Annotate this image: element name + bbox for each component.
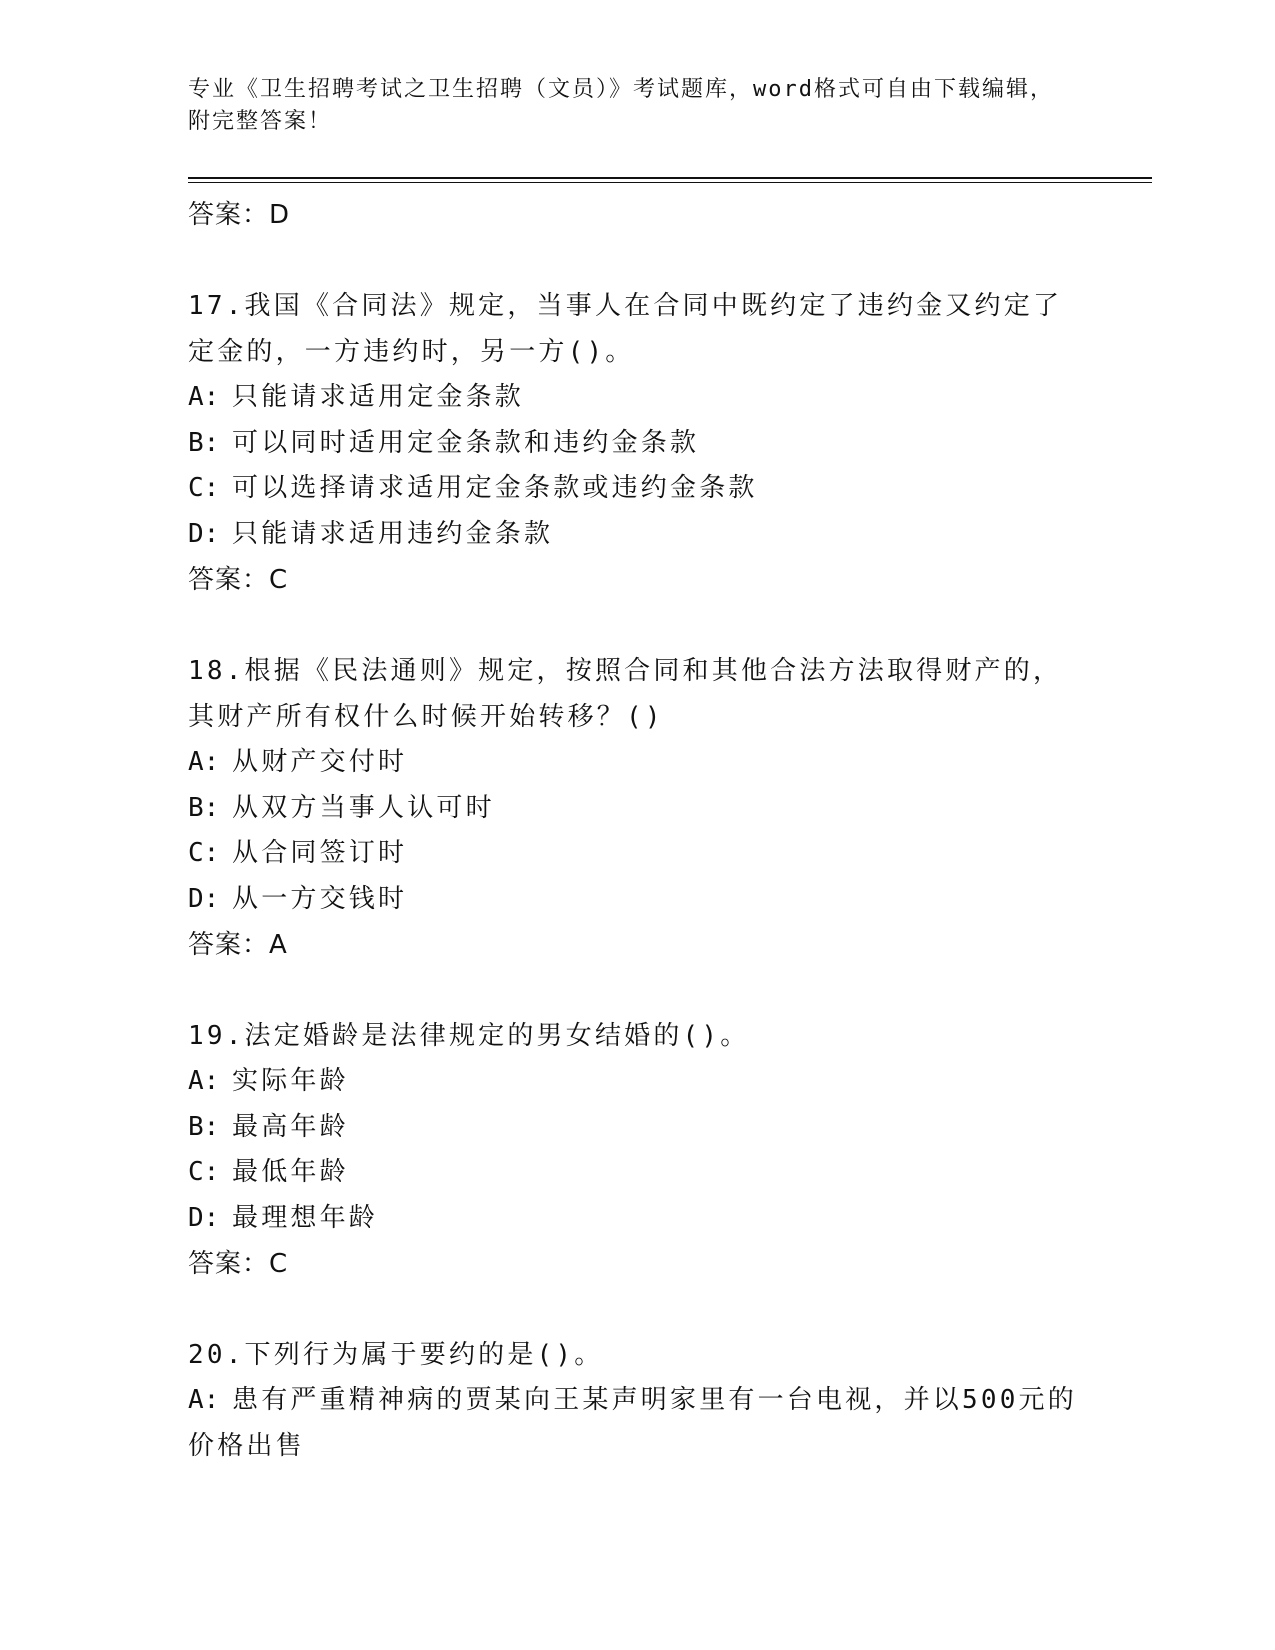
option-text: 从合同签订时 (232, 838, 408, 868)
option-key: A: (188, 1385, 220, 1415)
option-18-d (188, 877, 1088, 923)
option-19-d (188, 1196, 1088, 1242)
question-stem-20: 20.下列行为属于要约的是()。 (188, 1340, 604, 1370)
question-stem-19: 19.法定婚龄是法律规定的男女结婚的()。 (188, 1021, 750, 1051)
option-text: 最低年龄 (232, 1157, 349, 1187)
option-17-b (188, 421, 1088, 467)
header-divider-thin (188, 182, 1152, 183)
answer-16: 答案：D (188, 200, 291, 230)
question-block-17 (188, 283, 1088, 603)
option-key: A: (188, 747, 220, 777)
option-key: D: (188, 518, 220, 549)
option-key: A: (188, 1066, 220, 1096)
option-text: 可以同时适用定金条款和违约金条款 (232, 427, 700, 458)
option-key: C: (188, 473, 220, 503)
question-stem-18: 18.根据《民法通则》规定，按照合同和其他合法方法取得财产的，其财产所有权什么时候开始转移？() (188, 656, 1063, 732)
option-text: 患有严重精神病的贾某向王某声明家里有一台电视，并以500元的价格出售 (188, 1385, 1077, 1461)
option-key: C: (188, 1157, 220, 1187)
option-key: D: (188, 883, 220, 914)
option-text: 从双方当事人认可时 (232, 792, 495, 823)
header-divider-thick (188, 177, 1152, 179)
option-text: 实际年龄 (232, 1066, 349, 1096)
option-18-c (188, 831, 1088, 877)
question-block-20 (188, 1332, 1088, 1469)
option-17-d (188, 512, 1088, 558)
option-17-a (188, 375, 1088, 421)
answer-17: 答案：C (188, 565, 289, 595)
option-key: B: (188, 1111, 220, 1142)
option-key: B: (188, 427, 220, 458)
option-key: D: (188, 1202, 220, 1233)
option-text: 从财产交付时 (232, 747, 408, 777)
option-text: 从一方交钱时 (232, 883, 408, 914)
option-text: 只能请求适用违约金条款 (232, 518, 554, 549)
question-block-18 (188, 648, 1088, 968)
question-list (188, 192, 1088, 1469)
answer-19: 答案：C (188, 1249, 289, 1279)
option-18-a (188, 740, 1088, 786)
option-key: B: (188, 792, 220, 823)
option-19-c (188, 1150, 1088, 1196)
option-text: 最理想年龄 (232, 1202, 379, 1233)
option-key: C: (188, 838, 220, 868)
option-19-b (188, 1105, 1088, 1151)
option-text: 只能请求适用定金条款 (232, 382, 525, 412)
option-19-a (188, 1059, 1088, 1105)
option-key: A: (188, 382, 220, 412)
option-17-c (188, 466, 1088, 512)
question-stem-17: 17.我国《合同法》规定，当事人在合同中既约定了违约金又约定了定金的，一方违约时，另一方()。 (188, 291, 1063, 367)
option-text: 最高年龄 (232, 1111, 349, 1142)
option-20-a (188, 1378, 1088, 1469)
option-18-b (188, 786, 1088, 832)
document-header: 专业《卫生招聘考试之卫生招聘（文员）》考试题库，word格式可自由下载编辑，附完整答案！ (188, 77, 1054, 134)
option-text: 可以选择请求适用定金条款或违约金条款 (232, 473, 758, 503)
answer-18: 答案：A (188, 930, 288, 960)
question-block-19 (188, 1013, 1088, 1287)
